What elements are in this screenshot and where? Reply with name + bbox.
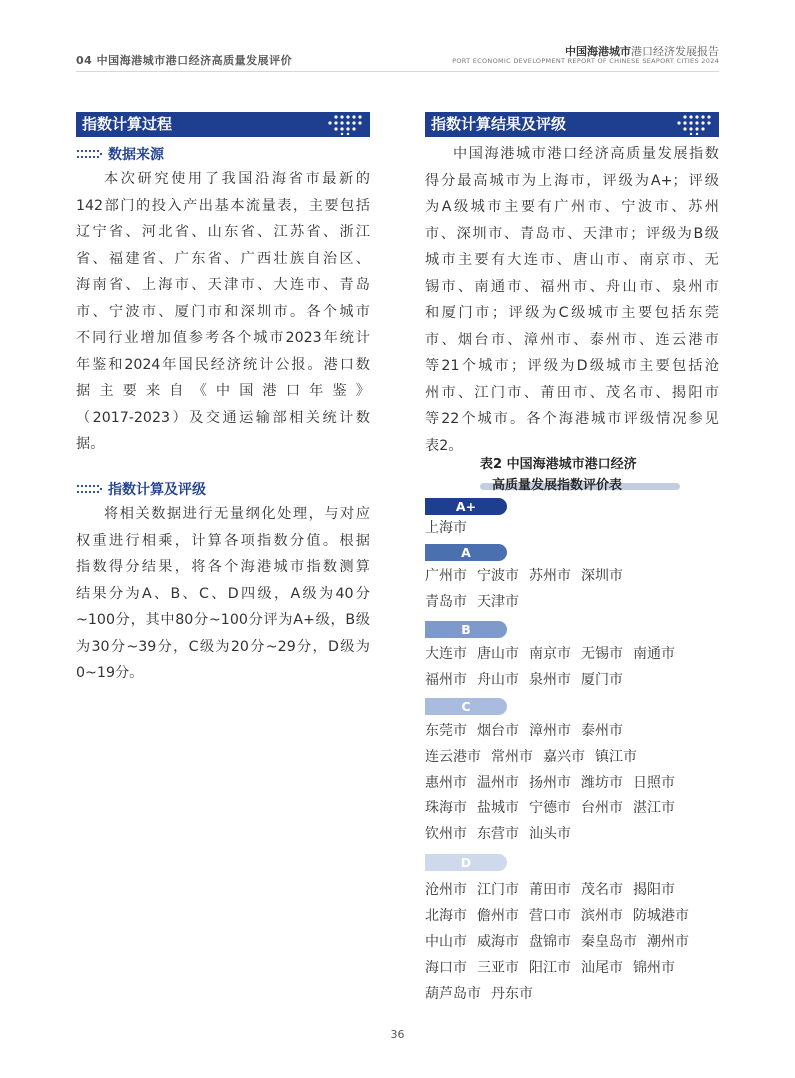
running-header-english: PORT ECONOMIC DEVELOPMENT REPORT OF CHINESE SEAPORT CITIES 2024 [452, 57, 719, 65]
city-name: 福州市 [425, 672, 467, 688]
text-line: 辽宁省、河北省、山东省、江苏省、浙江 [76, 224, 370, 240]
city-name: 苏州市 [529, 568, 571, 584]
section-title: 指数计算过程 [82, 115, 173, 133]
page-number: 36 [390, 1028, 405, 1041]
city-name: 南京市 [529, 646, 571, 662]
city-row [425, 565, 633, 585]
text-line: 城市主要有大连市、唐山市、南京市、无 [425, 252, 719, 268]
text-line: 不同行业增加值参考各个城市2023年统计 [76, 330, 370, 346]
city-row [425, 879, 685, 899]
city-name: 温州市 [477, 775, 519, 791]
text-line: 州市、江门市、莆田市、茂名市、揭阳市 [425, 384, 719, 401]
city-row [425, 643, 685, 663]
subheading-text: 数据来源 [108, 147, 164, 163]
text-line: 将相关数据进行无量纲化处理，与对应 [104, 506, 370, 522]
text-line: 等22个城市。各个海港城市评级情况参见 [425, 411, 719, 427]
grade-label-a-plus: A+ [425, 498, 507, 515]
text-line: 为A级城市主要有广州市、宁波市、苏州 [425, 199, 719, 215]
city-name: 潮州市 [647, 934, 689, 950]
city-name: 防城港市 [633, 908, 689, 924]
city-row [425, 772, 685, 792]
city-name: 嘉兴市 [543, 749, 585, 765]
text-line: 市、深圳市、青岛市、天津市；评级为B级 [425, 225, 719, 242]
text-line: 锡市、南通市、福州市、舟山市、泉州市 [425, 278, 719, 295]
city-name: 丹东市 [491, 986, 533, 1002]
city-row [425, 931, 699, 951]
text-line: 权重进行相乘，计算各项指数分值。根据 [76, 532, 370, 549]
city-name: 盘锦市 [529, 934, 571, 950]
text-line: 省、福建省、广东省、广西壮族自治区、 [76, 250, 370, 267]
city-name: 阳江市 [529, 960, 571, 976]
subheading-index-calc [76, 479, 206, 499]
text-line: 得分最高城市为上海市，评级为A+；评级 [425, 172, 719, 189]
city-name: 中山市 [425, 934, 467, 950]
dotted-marker-icon [76, 484, 102, 494]
city-name: 厦门市 [581, 672, 623, 688]
city-row [425, 591, 529, 611]
text-line: 海南省、上海市、天津市、大连市、青岛 [76, 277, 370, 293]
city-name: 钦州市 [425, 826, 467, 842]
report-title-rest: 港口经济发展报告 [631, 45, 719, 58]
city-name: 潍坊市 [581, 775, 623, 791]
city-name: 泉州市 [529, 672, 571, 688]
text-line: ~100分，其中80分~100分评为A+级，B级 [76, 612, 370, 628]
city-row [425, 983, 543, 1003]
text-line: 市、宁波市、厦门市和深圳市。各个城市 [76, 303, 370, 320]
paragraph-data-source [76, 166, 370, 458]
city-name: 深圳市 [581, 568, 623, 584]
paragraph-index-calc [76, 501, 370, 687]
section-bar-index-process [76, 112, 370, 137]
city-name: 唐山市 [477, 646, 519, 662]
city-name: 茂名市 [581, 882, 623, 898]
city-name: 汕尾市 [581, 960, 623, 976]
paragraph-results [425, 141, 719, 459]
city-name: 日照市 [633, 775, 675, 791]
city-name: 葫芦岛市 [425, 986, 481, 1002]
running-header-chapter: 04 中国海港城市港口经济高质量发展评价 [76, 54, 293, 67]
city-name: 连云港市 [425, 749, 481, 765]
grade-label-c: C [425, 698, 507, 715]
city-name: 东莞市 [425, 723, 467, 739]
city-name: 常州市 [491, 749, 533, 765]
text-line: 表2。 [425, 437, 463, 454]
city-name: 宁德市 [529, 800, 571, 816]
city-name: 宁波市 [477, 568, 519, 584]
section-title: 指数计算结果及评级 [431, 115, 567, 133]
text-line: 年鉴和2024年国民经济统计公报。港口数 [76, 356, 370, 373]
city-name: 舟山市 [477, 672, 519, 688]
city-name: 扬州市 [529, 775, 571, 791]
city-name: 台州市 [581, 800, 623, 816]
city-name: 大连市 [425, 646, 467, 662]
city-name: 漳州市 [529, 723, 571, 739]
city-name: 汕头市 [529, 826, 571, 842]
city-name: 莆田市 [529, 882, 571, 898]
city-row [425, 905, 699, 925]
city-name: 海口市 [425, 960, 467, 976]
city-row [425, 746, 647, 766]
dotted-marker-icon [76, 149, 102, 159]
grade-label-b: B [425, 621, 507, 638]
city-name: 北海市 [425, 908, 467, 924]
city-name: 江门市 [477, 882, 519, 898]
text-line: 指数得分结果，将各个海港城市指数测算 [76, 559, 370, 575]
city-row [425, 797, 685, 817]
dot-grid-icon [322, 114, 366, 135]
city-name: 东营市 [477, 826, 519, 842]
dot-grid-icon [671, 114, 715, 135]
city-name: 天津市 [477, 594, 519, 610]
grade-label-d: D [425, 854, 507, 871]
header-divider [76, 71, 719, 72]
city-name: 盐城市 [477, 800, 519, 816]
text-line: 为30分~39分，C级为20分~29分，D级为 [76, 638, 370, 655]
text-line: 中国海港城市港口经济高质量发展指数 [453, 146, 719, 162]
text-line: 据。 [76, 436, 105, 452]
city-name: 三亚市 [477, 960, 519, 976]
text-line: 结果分为A、B、C、D四级，A级为40分 [76, 585, 370, 602]
city-name: 秦皇岛市 [581, 934, 637, 950]
city-name: 湛江市 [633, 800, 675, 816]
text-line: 和厦门市；评级为C级城市主要包括东莞 [425, 305, 719, 321]
city-name: 威海市 [477, 934, 519, 950]
city-row [425, 957, 685, 977]
city-name: 惠州市 [425, 775, 467, 791]
subheading-text: 指数计算及评级 [108, 482, 206, 498]
city-name: 泰州市 [581, 723, 623, 739]
subheading-data-source [76, 144, 164, 164]
table-caption-line2: 高质量发展指数评价表 [492, 478, 623, 493]
city-row [425, 823, 581, 843]
text-line: 据主要来自《中国港口年鉴》 [76, 383, 370, 399]
city-name: 沧州市 [425, 882, 467, 898]
city-name: 烟台市 [477, 723, 519, 739]
city-name: 上海市 [425, 520, 467, 536]
section-bar-index-results [425, 112, 719, 137]
text-line: 等21个城市；评级为D级城市主要包括沧 [425, 358, 719, 374]
city-name: 营口市 [529, 908, 571, 924]
city-name: 锦州市 [633, 960, 675, 976]
city-name: 青岛市 [425, 594, 467, 610]
city-name: 广州市 [425, 568, 467, 584]
text-line: 142部门的投入产出基本流量表，主要包括 [76, 197, 370, 214]
city-name: 滨州市 [581, 908, 623, 924]
city-row [425, 669, 633, 689]
city-name: 镇江市 [595, 749, 637, 765]
city-name: 珠海市 [425, 800, 467, 816]
city-name: 揭阳市 [633, 882, 675, 898]
grade-label-a: A [425, 544, 507, 561]
city-name: 无锡市 [581, 646, 623, 662]
report-title-bold: 中国海港城市 [565, 45, 631, 58]
text-line: 本次研究使用了我国沿海省市最新的 [104, 171, 370, 187]
text-line: 市、烟台市、漳州市、泰州市、连云港市 [425, 331, 719, 348]
city-name: 儋州市 [477, 908, 519, 924]
city-name: 南通市 [633, 646, 675, 662]
table-caption-line1: 表2 中国海港城市港口经济 [480, 457, 637, 472]
city-row [425, 720, 633, 740]
city-row [425, 517, 477, 537]
text-line: （2017-2023）及交通运输部相关统计数 [76, 409, 370, 426]
text-line: 0~19分。 [76, 665, 144, 681]
